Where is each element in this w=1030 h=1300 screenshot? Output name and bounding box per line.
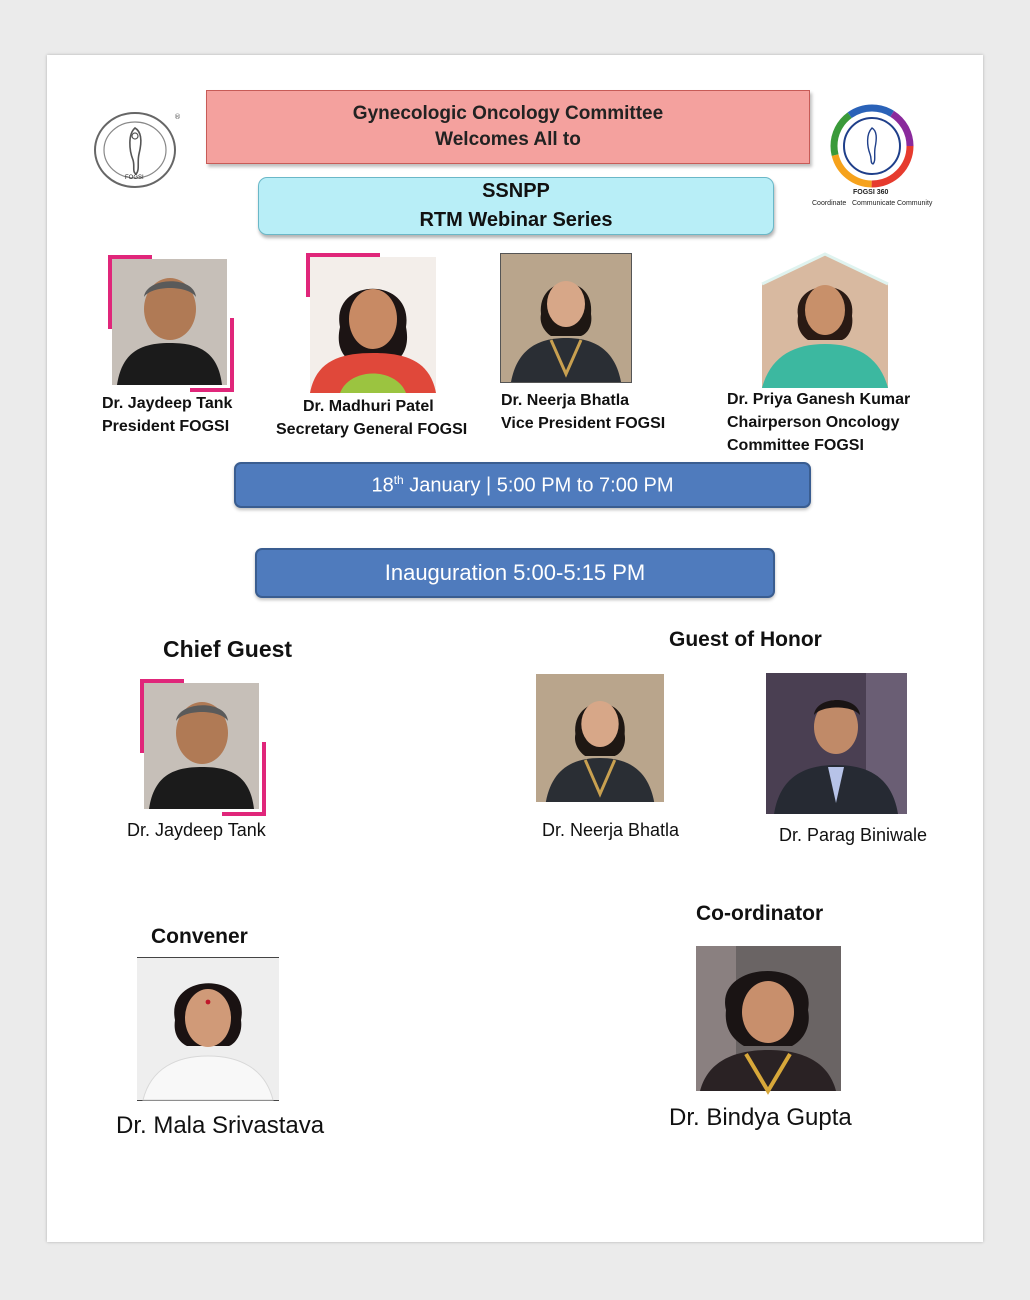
event-date-bar	[234, 462, 811, 508]
official-4-role-line-2: Committee FOGSI	[727, 437, 864, 454]
fogsi-logo	[92, 110, 180, 190]
event-date-text	[371, 473, 673, 498]
portrait-icon	[112, 259, 227, 385]
fogsi-360-tag-community: Community	[897, 200, 933, 207]
svg-text:®: ®	[174, 113, 181, 121]
official-1-name: Dr. Jaydeep Tank	[102, 395, 233, 412]
photo-priya-ganesh-kumar	[762, 254, 888, 388]
fogsi-360-title: FOGSI 360	[853, 189, 889, 196]
portrait-icon	[137, 958, 279, 1100]
portrait-icon	[310, 257, 436, 393]
committee-title-box	[206, 90, 810, 164]
convener-name: Dr. Mala Srivastava	[116, 1112, 325, 1139]
convener-heading: Convener	[151, 925, 248, 948]
official-2-name: Dr. Madhuri Patel	[303, 398, 434, 415]
chief-guest-heading: Chief Guest	[163, 636, 293, 662]
fogsi-360-tag-coordinate: Coordinate	[812, 200, 847, 207]
photo-jaydeep-tank	[112, 259, 227, 385]
portrait-icon	[696, 946, 841, 1091]
fogsi-logo-text: FOGSI	[125, 175, 144, 181]
guest-of-honor-2-name: Dr. Parag Biniwale	[779, 825, 928, 845]
portrait-icon	[766, 673, 907, 814]
chief-guest-name: Dr. Jaydeep Tank	[127, 820, 266, 840]
official-3-name: Dr. Neerja Bhatla	[501, 392, 630, 409]
title-line-1: Gynecologic Oncology Committee	[352, 103, 664, 124]
official-1-role: President FOGSI	[102, 418, 230, 435]
portrait-icon	[536, 674, 664, 802]
photo-neerja-bhatla	[500, 253, 632, 383]
event-date-suffix: th	[393, 472, 404, 487]
guest-of-honor-1-name: Dr. Neerja Bhatla	[542, 820, 680, 840]
fogsi-360-logo	[812, 100, 937, 222]
photo-guest-of-honor-1	[536, 674, 664, 802]
photo-coordinator	[696, 946, 841, 1091]
webinar-series-box	[258, 177, 774, 235]
official-4-name: Dr. Priya Ganesh Kumar	[727, 391, 911, 408]
series-line-2: RTM Webinar Series	[419, 209, 613, 231]
photo-convener	[137, 957, 279, 1101]
inauguration-bar	[255, 548, 775, 598]
coordinator-heading: Co-ordinator	[696, 902, 824, 925]
official-3-role: Vice President FOGSI	[501, 415, 666, 432]
photo-chief-guest	[144, 683, 259, 809]
portrait-icon	[144, 683, 259, 809]
inauguration-text: Inauguration 5:00-5:15 PM	[384, 560, 646, 585]
series-line-1: SSNPP	[482, 180, 550, 202]
official-4-role-line-1: Chairperson Oncology	[727, 414, 900, 431]
photo-madhuri-patel	[310, 257, 436, 393]
event-date-day: 18	[371, 474, 394, 497]
title-line-2: Welcomes All to	[435, 129, 581, 150]
portrait-icon	[501, 254, 631, 382]
official-2-role: Secretary General FOGSI	[276, 421, 468, 438]
photo-guest-of-honor-2	[766, 673, 907, 814]
guest-of-honor-heading: Guest of Honor	[669, 628, 822, 651]
coordinator-name: Dr. Bindya Gupta	[669, 1104, 852, 1131]
event-date-rest: January | 5:00 PM to 7:00 PM	[403, 474, 674, 497]
portrait-icon	[762, 254, 888, 388]
fogsi-360-tag-communicate: Communicate	[852, 200, 896, 207]
